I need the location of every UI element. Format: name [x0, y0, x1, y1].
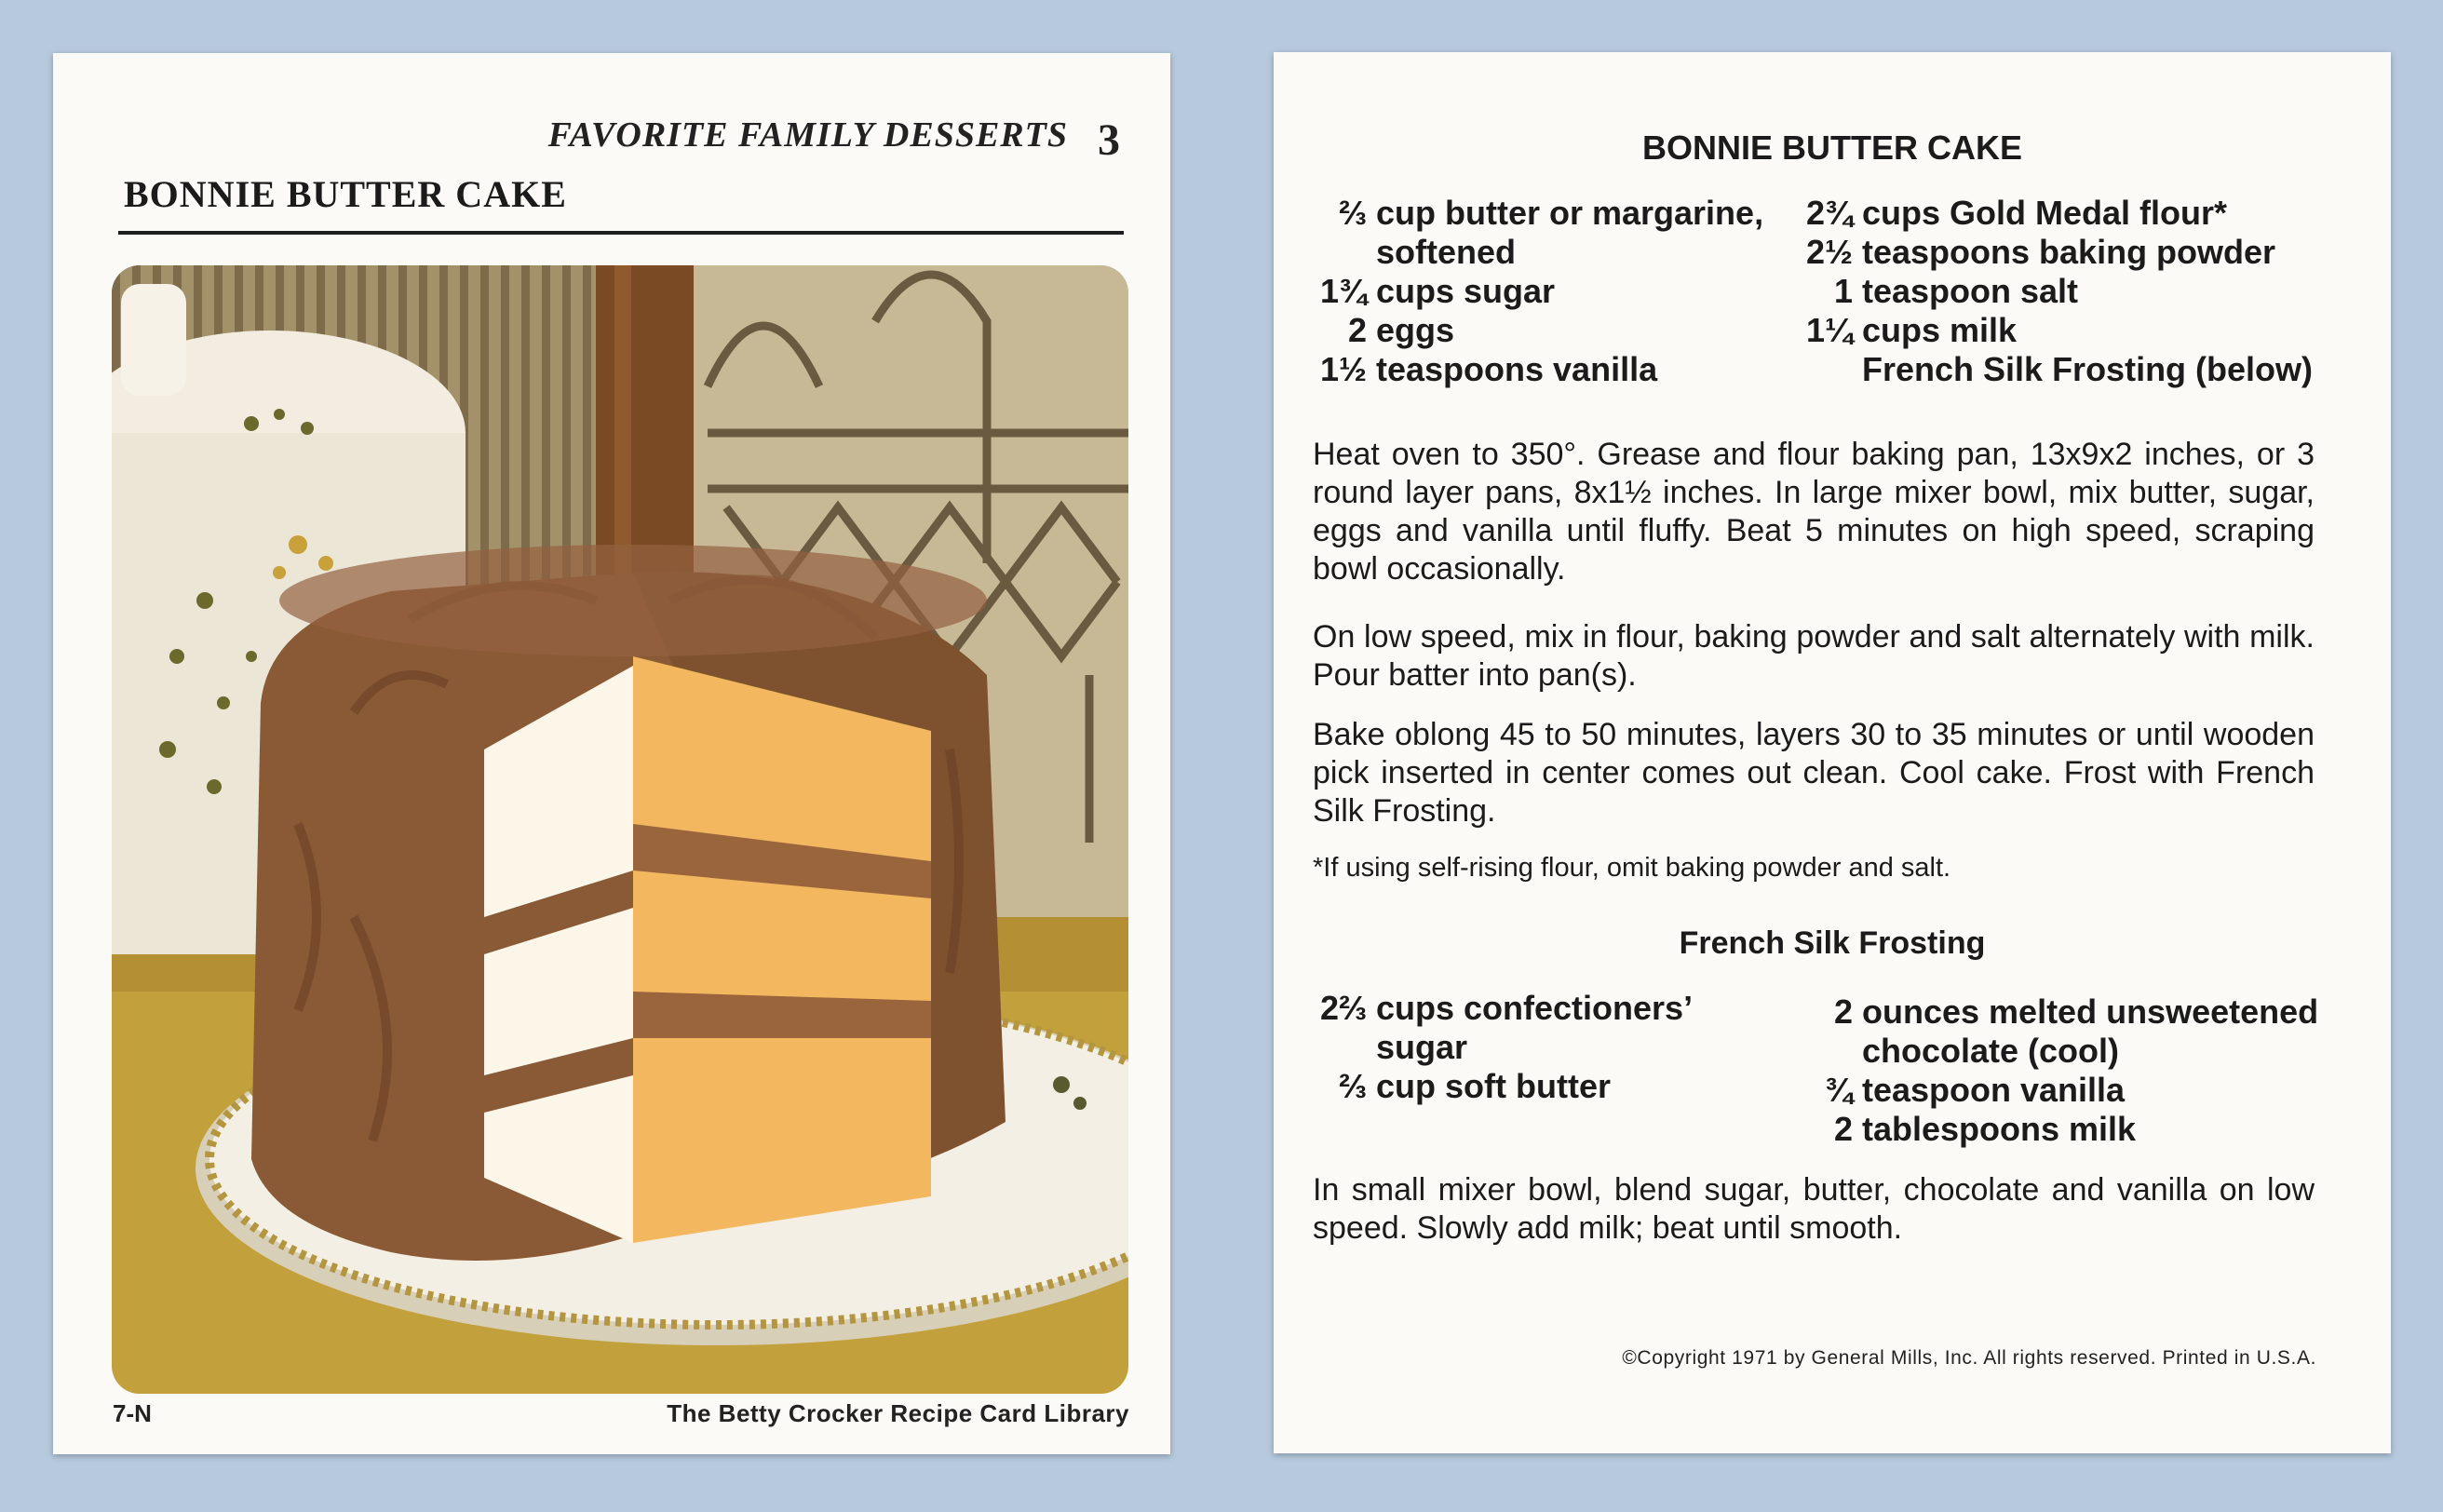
ingredient-line: 2¾ cups Gold Medal flour*: [1805, 194, 2228, 232]
series-number: 3: [1098, 115, 1120, 165]
recipe-title: BONNIE BUTTER CAKE: [124, 173, 567, 215]
recipe-card-front: [53, 53, 1170, 1454]
recipe-title-back: BONNIE BUTTER CAKE: [1641, 128, 2022, 167]
cake-photo: [112, 265, 1128, 1394]
ingredient-line: 1 teaspoon salt: [1833, 272, 2079, 310]
ingredient-line: 2½ teaspoons baking powder: [1805, 233, 2276, 271]
library-credit: The Betty Crocker Recipe Card Library: [667, 1399, 1129, 1427]
ingredients-right: [1795, 194, 2354, 389]
direction-paragraph: On low speed, mix in flour, baking powder and salt alternately with milk. Pour batter into pan(s).: [1313, 619, 2315, 693]
direction-paragraph: Bake oblong 45 to 50 minutes, layers 30 to 35 minutes or until wooden pick inserted in center comes out clean. Cool cake. Frost with French Silk Frosting.: [1313, 717, 2315, 829]
ingredient-line: ⅔ cup soft butter: [1338, 1067, 1611, 1105]
ingredient-line: French Silk Frosting (below): [1862, 350, 2314, 388]
frosting-ingredients-right: [1795, 992, 2354, 1149]
flour-note: *If using self-rising flour, omit baking powder and salt.: [1313, 853, 1951, 883]
ingredient-line: 2 eggs: [1347, 311, 1455, 349]
ingredient-line: ¾ teaspoon vanilla: [1824, 1071, 2126, 1109]
ingredient-line: chocolate (cool): [1862, 1032, 2120, 1070]
ingredient-line: softened: [1376, 233, 1517, 271]
ingredient-line: 2⅔ cups confectioners’: [1319, 989, 1694, 1027]
frosting-title: French Silk Frosting: [1679, 925, 1986, 961]
series-title: FAVORITE FAMILY DESSERTS: [547, 115, 1068, 155]
frosting-directions: In small mixer bowl, blend sugar, butter, chocolate and vanilla on low speed. Slowly add milk; beat until smooth.: [1313, 1172, 2315, 1246]
ingredient-line: 1½ teaspoons vanilla: [1319, 350, 1658, 388]
ingredient-line: 1¾ cups sugar: [1319, 272, 1556, 310]
cake-illustration: [112, 265, 1128, 1394]
ingredient-line: 1¼ cups milk: [1805, 311, 2018, 349]
cake-cut-face: [484, 656, 931, 1243]
frosting-ingredients-left: [1311, 989, 1795, 1106]
ingredients-left: [1311, 194, 1795, 389]
ingredient-line: 2 ounces melted unsweetened: [1833, 992, 2319, 1031]
ingredient-line: ⅔ cup butter or margarine,: [1338, 194, 1764, 232]
recipe-card-back: [1274, 52, 2391, 1453]
title-rule: [118, 231, 1124, 235]
ingredient-line: 2 tablespoons milk: [1833, 1110, 2137, 1148]
ingredient-line: sugar: [1376, 1028, 1468, 1066]
copyright-notice: ©Copyright 1971 by General Mills, Inc. All rights reserved. Printed in U.S.A.: [1622, 1347, 2316, 1369]
card-code: 7-N: [113, 1399, 152, 1427]
direction-paragraph: Heat oven to 350°. Grease and flour baking pan, 13x9x2 inches, or 3 round layer pans, 8x1½ inches. In large mixer bowl, mix butter, sugar, eggs and vanilla until fluffy. Beat 5 minutes on high speed, scraping bowl occasionally.: [1313, 437, 2315, 587]
